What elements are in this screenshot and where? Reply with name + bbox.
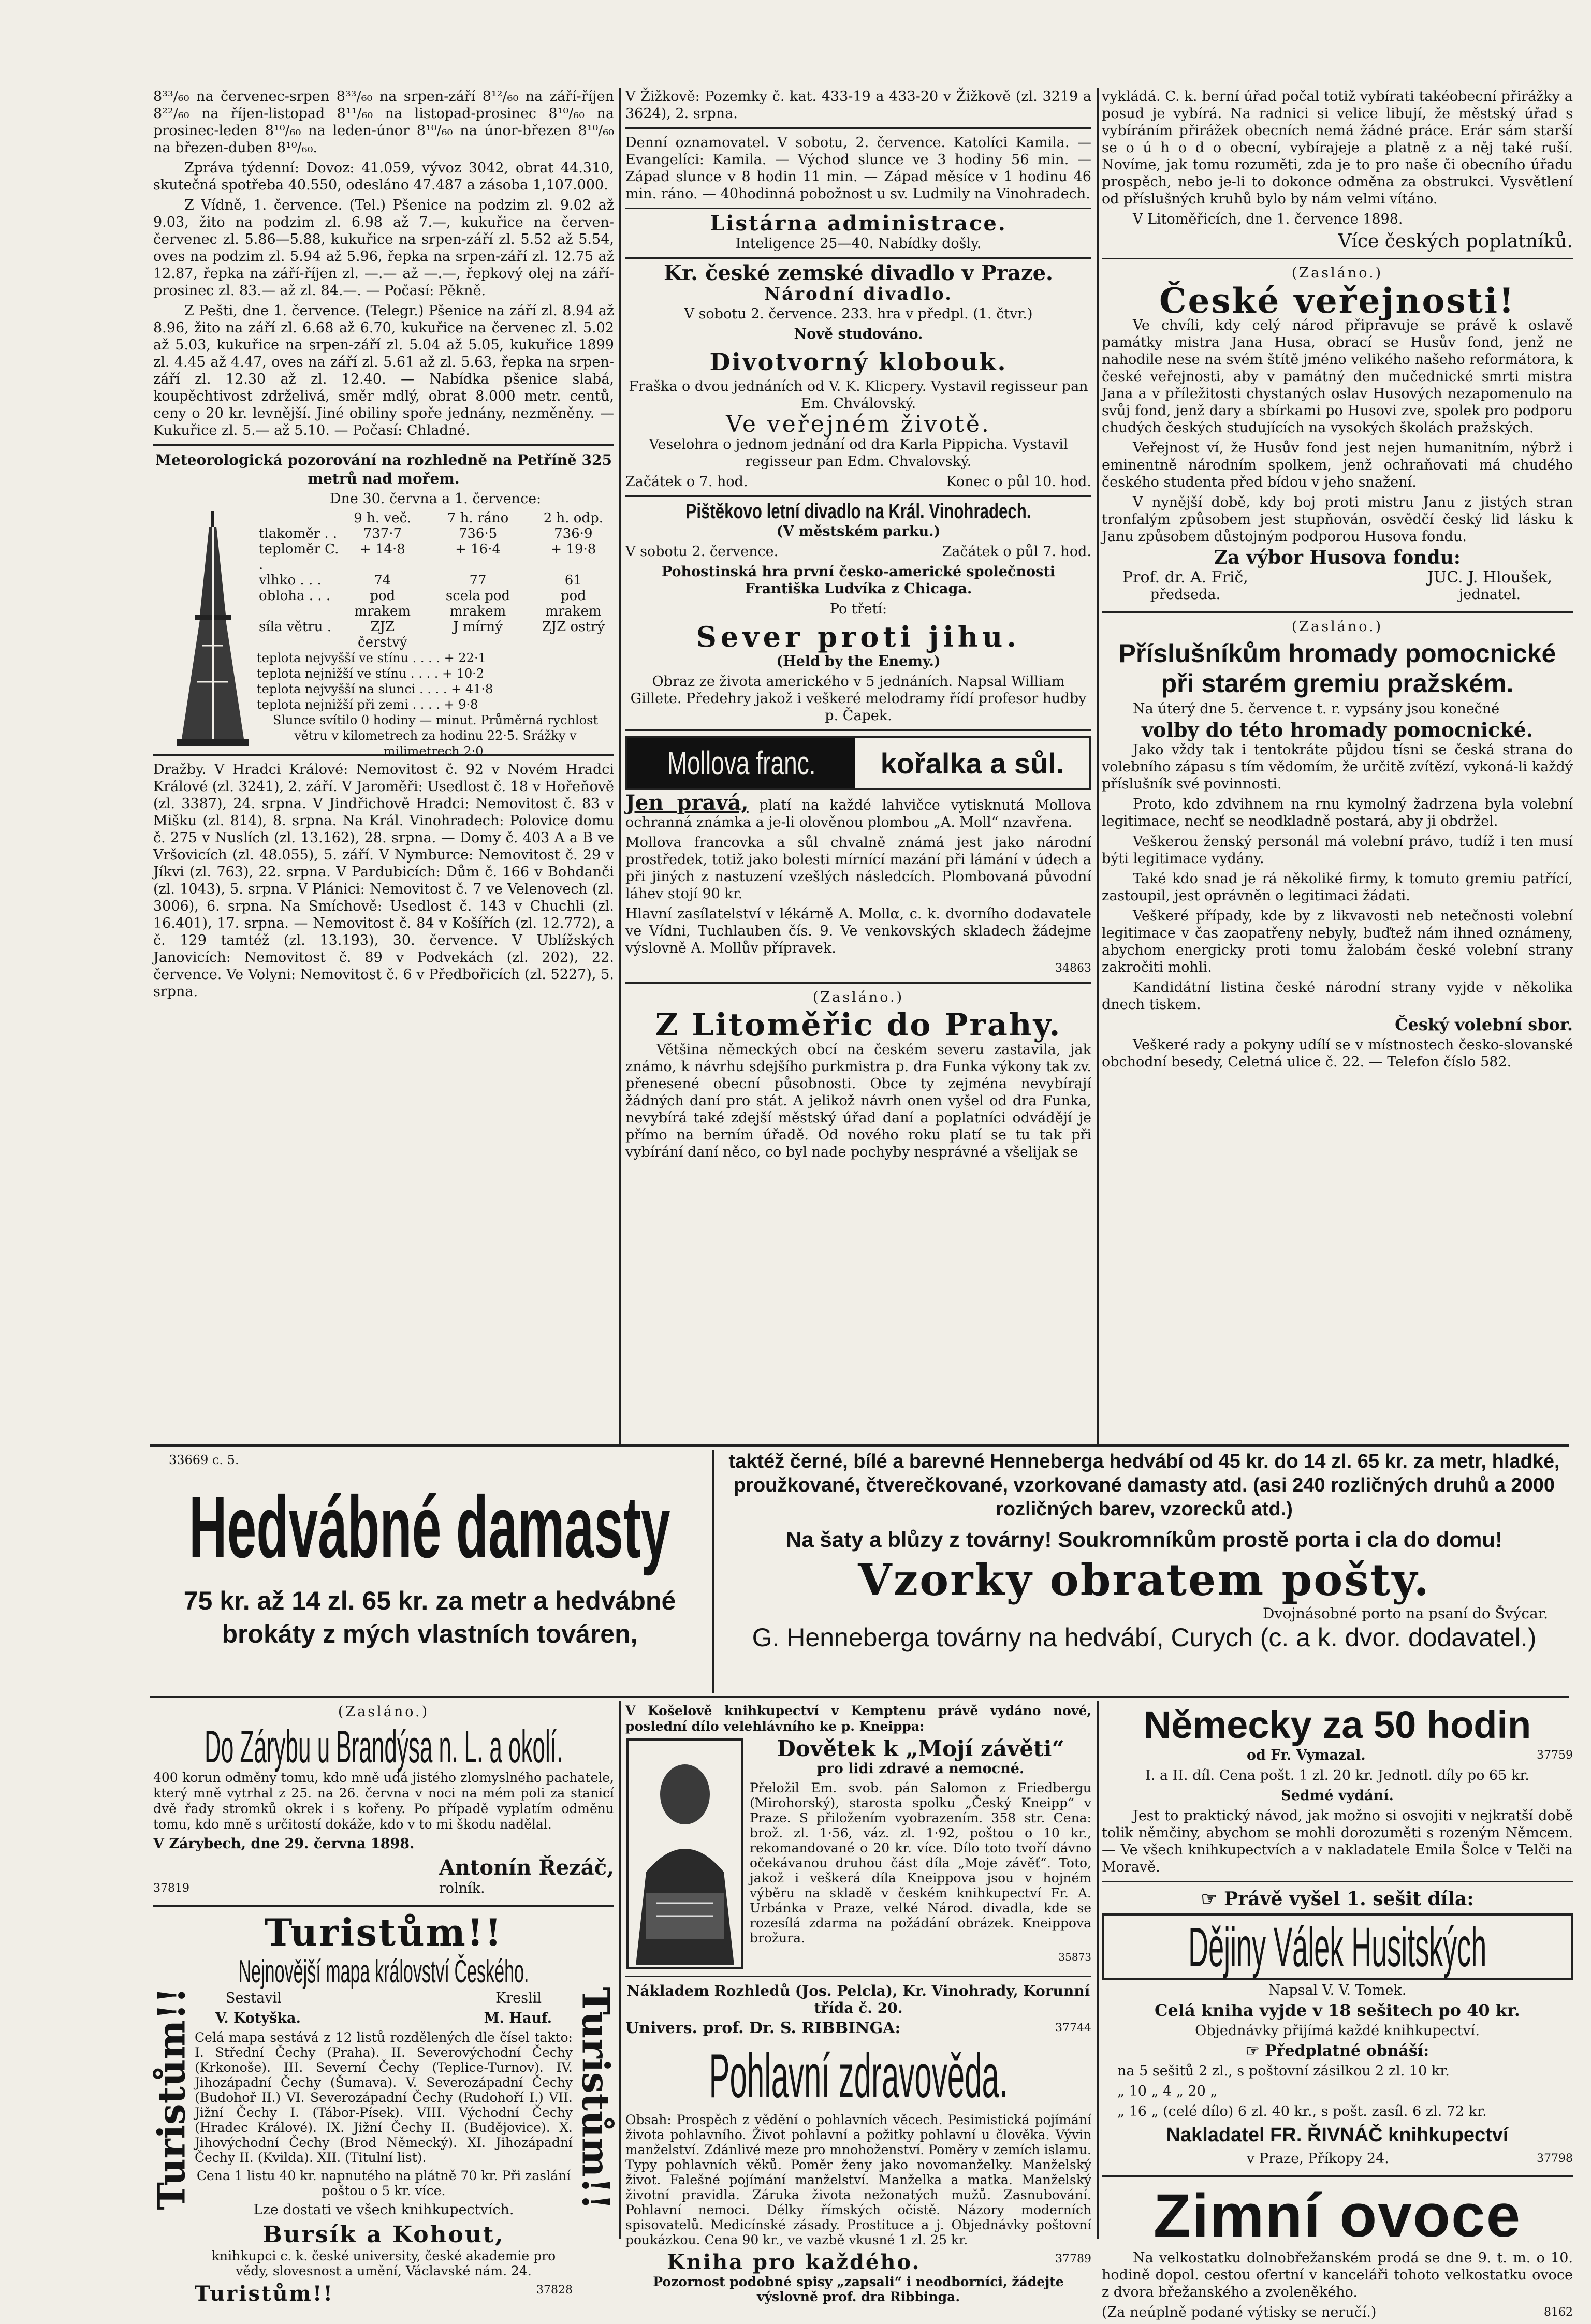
nemecky-desc2: Jest to praktický návod, jak možno si osvojiti v nejkratší době tolik němčiny, abychom se mohli dorozuměti s rozeným Němcem. — Ve všech knihkupectvích a v nakladatele Emila Šolce v Telči na Moravě.	[1102, 1808, 1573, 1875]
meteo-cell: obloha . . .	[259, 588, 331, 604]
moll-banner-light	[855, 738, 1089, 788]
meteo-cell: 61	[564, 573, 582, 588]
mapa-authors	[195, 2010, 573, 2027]
play-sever-sub: (Held by the Enemy.)	[776, 653, 941, 669]
play-sever: Sever proti jihu.	[696, 620, 1021, 653]
moll-code: 34863	[1055, 962, 1091, 975]
moll-ad	[625, 791, 1091, 831]
dovetek-title: Dovětek k „Mojí závěti“	[777, 1736, 1064, 1761]
banner-code: 33669 c. 5.	[169, 1453, 239, 1467]
newly-studied: Nově studováno.	[794, 326, 923, 342]
banner-price: 75 kr. až 14 zl. 65 kr. za metr a hedvábné brokáty z mých vlastních továren,	[183, 1586, 676, 1648]
litomerice-place: V Litoměřicích, dne 1. července 1898.	[1133, 211, 1403, 227]
hromada-text2: Proto, kdo zdvihnem na rnu kymolný žadrzena byla volební legitimace, nechť se neodkladně postará, aby ji obdržel.	[1102, 796, 1573, 829]
hedvabi-banner	[150, 1450, 1569, 1693]
dejiny-author: Napsal V. V. Tomek.	[1268, 1982, 1407, 1998]
signature-b-name: JUC. J. Hloušek,	[1427, 568, 1552, 587]
market-report-1: 8³³/₆₀ na červenec-srpen 8³³/₆₀ na srpen-září 8¹²/₆₀ na září-říjen 8²²/₆₀ na říjen-listopad 8¹¹/₆₀ na listopad-prosinec 8¹⁰/₆₀ na prosinec-leden 8¹⁰/₆₀ na leden-únor 8¹⁰/₆₀ na únor-březen 8¹⁰/₆₀ na březen-duben 8¹⁰/₆₀.	[153, 89, 614, 156]
mapa-kreslil: Kreslil	[495, 1990, 542, 2006]
divider	[625, 495, 1091, 497]
pohlavni-text: Obsah: Prospěch z vědění o pohlavních věcech. Pesimistická pojímání života pohlavního. Život pohlavní a požitky pohlavní u člověka. Vývin manželství. Zdánlivé meze pro mnohoženství. Poměry v zemích islamu. Typy pohlavních věků. Poměr ženy jako novomanželky. Manželský život. Falešné pojímání manželství. Manželka a matka. Manželský životní pravidla. Záruka života nežonatých mužů. Zasnubování. Pohlavní nemoci. Délky římských očistě. Názory moderních spisovatelů. Medicínské zásady. Prostituce a j. Objednávky poštovní poukázkou. Cena 90 kr., ve vazbě vkusné 1 zl. 25 kr.	[625, 2112, 1091, 2247]
hromada-text6: Kandidátní listina české národní strany vyjde v několika dnech tiskem.	[1102, 980, 1573, 1013]
banner-vzorky: Vzorky obratem pošty.	[858, 1554, 1431, 1605]
bursik-text: knihkupci c. k. české university, české akademie pro vědy, slovesnost a umění, Václavské nám. 24.	[211, 2248, 556, 2278]
zasl-label: (Zasláno.)	[1291, 265, 1383, 281]
zaryb-sign-row	[153, 1855, 614, 1900]
dejiny-price: na 5 sešitů 2 zl., s poštovní zásilkou 2 zl. 10 kr.	[1117, 2063, 1450, 2079]
nemecky-desc: I. a II. díl. Cena pošt. 1 zl. 20 kr. Jednotl. díly po 65 kr.	[1145, 1767, 1529, 1784]
hromada-date: Na úterý dne 5. července t. r. vypsány jsou konečné	[1133, 701, 1500, 717]
moll-banner	[625, 736, 1091, 790]
meteo-header-cell	[257, 510, 342, 526]
zaryb-code: 37819	[153, 1882, 189, 1895]
zaryb-title: Do Zárybu u Brandýsa n. L. a okolí.	[204, 1721, 563, 1772]
verejnost-text2: Veřejnost ví, že Husův fond jest nejen humanitním, nýbrž i eminentně národním spolkem, jenž ochraňovati má chudého českého studenta před bídou v jeho snažení.	[1102, 440, 1573, 490]
moll-text: platí na každé lahvičce vytisknutá Mollova ochranná známka a je-li olověnou plombou „A. Moll“ nzavřena.	[625, 797, 1091, 830]
meteo-cell: scela pod mrakem	[445, 588, 510, 619]
hromada-text4: Také kdo snad je rá několiké firmy, k tomuto gremiu patřící, zastoupil, jest oprávněn o legitimaci žádati.	[1102, 871, 1573, 904]
divider	[625, 127, 1091, 129]
ribbinga-row	[625, 2020, 1091, 2040]
ribbinga-code: 37744	[1055, 2022, 1091, 2035]
moll-lead: Jen pravá,	[625, 791, 749, 815]
nakladatel-row	[1102, 2150, 1573, 2170]
auction-zizkov: V Žižkově: Pozemky č. kat. 433-19 a 433-20 v Žižkově (zl. 3219 a 3624), 2. srpna.	[625, 89, 1091, 122]
mapa-sestavil: Sestavil	[226, 1990, 282, 2006]
play-zivot-desc: Veselohra o jednom jednání od dra Karla Pippicha. Vystavil regisseur pan Edm. Chvalovský.	[649, 436, 1068, 470]
divider	[625, 257, 1091, 259]
mapa-title: Nejnovější mapa království Českého.	[238, 1953, 529, 1990]
meteo-row	[257, 526, 614, 542]
side-left-wrap	[149, 1933, 194, 2264]
meteo-foot: Slunce svítilo 0 hodiny — minut. Průměrná rychlost větru v kilometrech za hodinu 22·5. Srážky v milimetrech 2·0.	[272, 713, 599, 758]
theatre-title: Kr. české zemské divadlo v Praze.	[664, 261, 1053, 285]
hand-pointer-icon: ☞	[1245, 2042, 1265, 2060]
meteo-extra: teplota nejvyšší na slunci . . . . + 41·8	[257, 682, 493, 696]
divider	[625, 729, 1091, 731]
play-times	[625, 473, 1091, 490]
meteo-cell: 736·5	[458, 526, 498, 542]
moll-banner-b: kořalka a sůl.	[880, 747, 1064, 780]
meteo-cell: J mírný	[453, 619, 503, 635]
meteo-table	[257, 510, 614, 650]
divider	[1102, 2175, 1573, 2177]
zasl-label: (Zasláno.)	[812, 989, 904, 1005]
hromada-text3: Veškerou ženský personál má volební právo, tudíž i ten musí býti legitimace vydány.	[1102, 834, 1573, 867]
nakladatel-addr: v Praze, Příkopy 24.	[1247, 2151, 1389, 2167]
dovetek-ad	[625, 1737, 1091, 1970]
mapa-title-wrap	[195, 1953, 573, 1990]
meteo-cell: 74	[374, 573, 391, 588]
zaryb-sign: Antonín Řezáč,	[439, 1855, 614, 1880]
lower-column-2	[625, 1703, 1091, 2304]
verejnost-text: Ve chvíli, kdy celý národ připravuje se právě k oslavě památky mistra Jana Husa, obrací se Husův fond, jenž ne nahodile nese na svém štítě jméno velikého našeho reformátora, k české veřejnosti, aby v památný den mučednické smrti mistra Jana a v příležitosti chystaných oslav Husových nezapomenulo na svůj fond, jenž dary a sbírkami po Husovi zve, spolek pro podporu chudých českých studujících na vysokých školách pražských.	[1102, 317, 1573, 436]
banner-top-rule	[150, 1444, 1569, 1447]
verejnost-text3: V nynější době, kdy boj proti mistru Janu z jistých stran tronfalým způsobem jest stupňován, osvědčí český lid lásku k Janu způsobem důstojným podporou Husova fondu.	[1102, 494, 1573, 545]
divider	[1102, 1881, 1573, 1882]
banner-right-2: Na šaty a blůzy z továrny! Soukromníkům prostě porta i cla do domu!	[786, 1527, 1502, 1552]
meteo-cell: tlakoměr . .	[259, 526, 338, 542]
pistek-date: V sobotu 2. července.	[625, 544, 779, 560]
signatures	[1102, 569, 1573, 606]
meteo-title: Meteorologická pozorování na rozhledně na Petříně 325 metrů nad mořem.	[155, 451, 612, 487]
litomerice-title: Z Litoměřic do Prahy.	[655, 1007, 1062, 1043]
pistek-time: Začátek o půl 7. hod.	[942, 544, 1091, 560]
column-rule	[619, 1701, 621, 2239]
pistek-troupe: Pohostinská hra první česko-americké společnosti Františka Ludvíka z Chicaga.	[661, 564, 1056, 597]
pistek-title-text: Pištěkovo letní divadlo na Král. Vinohradech.	[685, 500, 1031, 523]
zaryb-place: V Zárybech, dne 29. června 1898.	[153, 1836, 415, 1852]
column-rule	[1097, 88, 1099, 1444]
moll-banner-dark	[627, 738, 855, 788]
kosel-notice: V Košelově knihkupectví v Kemptenu právě vydáno nové, poslední dílo velehlávního ke p. Kneippa:	[625, 1703, 1091, 1734]
kniha-title: Kniha pro každého.	[667, 2250, 921, 2274]
moll-banner-a: Mollova franc.	[667, 744, 816, 782]
mapa-kreslil-name: M. Hauf.	[484, 2010, 552, 2026]
turistum-title: Turistům!!	[264, 1910, 503, 1954]
prave-vysel	[1102, 1888, 1573, 1910]
lower-column-3	[1102, 1703, 1573, 2320]
hromada-foot: Veškeré rady a pokyny udílí se v místnostech česko-slovanské obchodní besedy, Celetná ulice č. 22. — Telefon číslo 582.	[1102, 1037, 1573, 1070]
hromada-text5: Veškeré případy, kde by z likvavosti neb netečnosti volební legitimace v čas zaopatřeny nebyly, buďtež nám ihned oznámeny, abychom energicky proti tomu žalobám české volební strany zakročiti mohli.	[1102, 908, 1573, 975]
mapa-price: Cena 1 listu 40 kr. napnutého na plátně 70 kr. Při zaslání poštou o 5 kr. více.	[196, 2168, 571, 2198]
meteo-header-cell: 9 h. več.	[354, 510, 412, 526]
zasl-label: (Zasláno.)	[1291, 619, 1383, 635]
meteo-cell: teploměr C. .	[259, 542, 339, 573]
predplatne-text: Předplatné obnáší:	[1265, 2042, 1429, 2060]
zimni-text: Na velkostatku dolnobřežanském prodá se dne 9. t. m. o 10. hodině dopol. cestou ofertní v kanceláři tohoto velkostatku ovoce z dvora břežanského a zvoleněkého.	[1102, 2250, 1573, 2300]
daily-notice: Denní oznamovatel. V sobotu, 2. července. Katolíci Kamila. — Evangelíci: Kamila. — Východ slunce ve 3 hodiny 56 min. — Západ slunce v 8 hodin 11 min. — Západ měsíce v 1 hodinu 46 min. ráno. — 40hodinná pobožnost u sv. Ludmily na Vinohradech.	[625, 135, 1091, 202]
dovetek-text: Přeložil Em. svob. pán Salomon z Friedbergu (Mirohorský), starosta spolku „Český Kneipp“ v Praze. S přiložením vyobrazením. 358 str. Cena: brož. zl. 1·56, váz. zl. 1·92, poštou o 10 kr., rekomandované o 20 kr. více. Dílo toto tvoří dávno očekávanou druhou část díla „Moje závěť“. Toto, jakož i veškerá díla Kneippova jsou v hojném výběru na skladě v českém knihkupectví Fr. A. Urbánka v Praze, velké Národ. divadla, kde se rozesílá zdarma na požádání obrázek. Kneippova brožura.	[750, 1780, 1091, 1946]
kneipp-portrait-icon	[625, 1737, 745, 1970]
banner-title-wrap	[150, 1470, 709, 1584]
turistum-code: 37828	[536, 2284, 573, 2297]
signature-b	[1427, 569, 1552, 603]
litomerice-continued: vykládá. C. k. berní úřad počal totiž vybírati takéobecní přirážky a posud je vybírá. Na radnici si velice libují, že městský úřad s vybíráním přirážek obecních nemá žádné práce. Erár sám starší se o ú h o d o obecní, vybírajeje a platně z a něj také ruší. Novíme, jak tomu rozuměti, zda je to pro naše či obecního úřadu prospěch, nebo je-li to dokonce odměna za obstrukci. Vysvětlení od příslušných kruhů bylo by nám velmi vítáno.	[1102, 89, 1573, 207]
kniha-code: 37789	[1055, 2253, 1091, 2265]
meteo-cell: + 16·4	[455, 542, 501, 557]
dejiny-cela: Celá kniha vyjde v 18 sešitech po 40 kr.	[1155, 2000, 1520, 2020]
nemecky-author-row	[1102, 1747, 1573, 1767]
meteo-header-row	[257, 510, 614, 526]
meteo-cell: ZJZ ostrý	[542, 619, 605, 635]
hromada-title: Příslušníkům hromady pomocnické při starém gremiu pražském.	[1118, 639, 1556, 698]
meteo-extra: teplota nejvyšší ve stínu . . . . + 22·1	[257, 651, 486, 665]
moll-text2: Mollova francovka a sůl chvalně známá jest jako národní prostředek, totiž jako bolesti mírnící mazání při lámání v údech a při jiných z nastuzení vzešlých následcích. Plombovaná původní láhev stojí 90 kr.	[625, 835, 1091, 902]
kniha-text: Pozornost podobné spisy „zapsali“ i neodborníci, žádejte výslovně prof. dra Ribbinga.	[653, 2274, 1064, 2304]
nemecky-code: 37759	[1537, 1749, 1573, 1762]
zaryb-title-wrap	[153, 1723, 614, 1770]
verejnost-title: České veřejnosti!	[1159, 281, 1516, 321]
meteo-cell: vlhko . . .	[259, 573, 322, 588]
market-report-weekly: Zpráva týdenní: Dovoz: 41.059, vývoz 3042, obrat 44.310, skutečná spotřeba 40.550, odesláno 47.487 a zásoba 1,107.000.	[153, 160, 614, 193]
meteo-header-cell: 7 h. ráno	[447, 510, 509, 526]
national-theatre: Národní divadlo.	[764, 284, 953, 304]
side-right: Turistům!!	[574, 1986, 618, 2210]
banner-title: Hedvábné damasty	[189, 1478, 670, 1576]
meteo-cell: ZJZ čerstvý	[358, 619, 407, 650]
column-rule	[1097, 1701, 1099, 2239]
divider	[625, 1976, 1091, 1977]
signature-a	[1122, 569, 1248, 603]
meteo-block	[153, 490, 614, 758]
dejiny-price: „ 16 „ (celé dílo) 6 zl. 40 kr., s pošt. zasíl. 6 zl. 72 kr.	[1117, 2103, 1487, 2120]
meteo-date: Dne 30. června a 1. července:	[329, 491, 542, 507]
lower-column-1	[149, 1703, 618, 2306]
auction-notices: Dražby. V Hradci Králové: Nemovitost č. 92 v Novém Hradci Králové (zl. 3241), 2. září. V Jaroměři: Usedlost č. 18 v Hořeňově (zl. 3387), 24. srpna. V Jindřichově Hradci: Nemovitost č. 83 v Mišku (zl. 814), 8. srpna. Na Král. Vinohradech: Polovice domu č. 275 v Nuslích (zl. 13.162), 28. srpna. — Domy č. 403 A a B ve Vršovicích (zl. 48.055), 5. září. V Nymburce: Nemovitost č. 29 v Jíkvi (zl. 763), 22. srpna. V Pardubicích: Dům č. 166 v Bohdanči (zl. 1043), 5. srpna. V Plánici: Nemovitost č. 7 ve Velenovech (zl. 3006), 6. srpna. Na Smíchově: Usedlost č. 143 v Chuchli (zl. 16.401), 17. srpna. — Nemovitost č. 84 v Košířích (zl. 12.772), a č. 129 tamtéž (zl. 13.193), 30. července. V Ublížských Janovicích: Nemovitost č. 89 v Podvekách (zl. 202), 22. července. Ve Volyni: Nemovitost č. 6 v Předbořicích (zl. 5227), 5. srpna.	[153, 762, 614, 1000]
zimni-title: Zimní ovoce	[1153, 2182, 1522, 2250]
pohlavni-title: Pohlavní zdravověda.	[709, 2041, 1008, 2111]
zaryb-text: 400 korun odměny tomu, kdo mně udá jistého zlomyslného pachatele, který mně vytrhal z 25. na 26. června v noci na mém poli za stanicí dvě řady stromků okrek i s kořeny. Po případě vyplatím odměnu tomu, kdo mně s určitostí dokáže, kdo v to mi škodu nadělal.	[153, 1770, 614, 1832]
turistum-foot-row	[195, 2282, 573, 2306]
meteo-row	[257, 588, 614, 619]
side-right-wrap	[574, 1933, 618, 2264]
mapa-authors-label	[195, 1990, 573, 2007]
nemecky-title: Německy za 50 hodin	[1143, 1703, 1531, 1746]
pistek-date-row	[625, 543, 1091, 560]
divider	[153, 444, 614, 446]
start-time: Začátek o 7. hod.	[625, 474, 748, 490]
hromada-heading: volby do této hromady pomocnické.	[1142, 718, 1533, 741]
meteo-cell: síla větru .	[259, 619, 331, 635]
divider	[625, 208, 1091, 209]
divider	[1102, 611, 1573, 613]
kniha-row	[625, 2250, 1091, 2274]
litomerice-sign: Více českých poplatníků.	[1338, 231, 1573, 252]
mapa-order: Lze dostati ve všech knihkupectvích.	[253, 2202, 514, 2218]
market-report-pest: Z Pešti, dne 1. července. (Telegr.) Pšenice na září zl. 8.94 až 8.96, žito na září zl. 6.68 až 6.70, kukuřice na červenec zl. 5.02 až 5.03, kukuřice na srpen-září zl. 5.04 až 5.05, kukuřice 1899 zl. 4.45 až 4.47, oves na září zl. 5.61 až zl. 5.63, řepka na srpen-září zl. 12.30 až zl. 12.40. — Nabídka pšenice slabá, koupěchtivost zdrželivá, směr mdlý, obrat 8.000 metr. centů, ceny o 20 kr. levnější. Jiné obiliny spoře jednány, nezměněny. — Kukuřice zl. 5.— až 5.10. — Počasí: Chladné.	[153, 303, 614, 439]
signature-a-name: Prof. dr. A. Frič,	[1122, 568, 1248, 587]
zimni-foot: (Za neúplně podané výtisky se neručí.)	[1102, 2304, 1377, 2320]
meteo-cell: pod mrakem	[354, 588, 411, 619]
meteo-extra: teplota nejnižší při zemi . . . . + 9·8	[257, 697, 478, 712]
vybor-heading: Za výbor Husova fondu:	[1214, 547, 1461, 568]
meteo-header-cell: 2 h. odp.	[543, 510, 603, 526]
prave-vysel-text: Právě vyšel 1. sešit díla:	[1224, 1888, 1474, 1910]
banner-right-1: taktéž černé, bílé a barevné Henneberga hedvábí od 45 kr. do 14 zl. 65 kr. za metr, hladké, proužkované, čtverečkované, vzorkované damasty atd. (asi 240 rozličných druhů a 2000 rozličných barev, vzorecků atd.)	[728, 1451, 1560, 1520]
divider	[625, 982, 1091, 984]
market-report-vienna: Z Vídně, 1. července. (Tel.) Pšenice na podzim zl. 9.02 až 9.03, žito na podzim zl. 6.98 až 7.—, kukuřice na červen-červenec zl. 5.86—5.88, kukuřice na srpen-září zl. 5.52 až 5.54, oves na podzim zl. 5.94 až 5.96, řepka na srpen-září zl. 12.75 až 12.87, řepka na září-říjen zl. —.— až —.—, řepkový olej na září-prosinec zl. 83.— až zl. 84.—. — Počasí: Pěkně.	[153, 197, 614, 299]
moll-text3: Hlavní zasílatelství v lékárně A. Mollα, c. k. dvorního dodavatele ve Vídni, Tuchlauben čís. 9. Ve venkovských skladech žádejme výslovně A. Mollův přípravek.	[625, 906, 1091, 956]
dovetek-code: 35873	[1058, 1951, 1091, 1963]
banner-bottom-rule	[150, 1696, 1569, 1698]
column-2	[625, 88, 1091, 1439]
dejiny-box	[1102, 1913, 1573, 1980]
meteo-cell: 77	[469, 573, 487, 588]
play-zivot: Ve veřejném životě.	[726, 411, 991, 437]
dovetek-sub: pro lidi zdravé a nemocné.	[816, 1761, 1025, 1777]
nakladatel-code: 37798	[1537, 2152, 1573, 2165]
meteo-cell: + 19·8	[550, 542, 596, 557]
banner-firm: G. Henneberga továrny na hedvábí, Curych (c. a k. dvor. dodavatel.)	[752, 1623, 1537, 1652]
turistum-ad	[149, 1910, 618, 2306]
dejiny-orders: Objednávky přijímá každé knihkupectví.	[1195, 2023, 1480, 2039]
divider	[153, 1905, 614, 1907]
rozhledy: Nákladem Rozhledů (Jos. Pelcla), Kr. Vinohrady, Korunní třída č. 20.	[626, 1982, 1090, 2016]
ribbinga-author: Univers. prof. Dr. S. RIBBINGA:	[625, 2019, 901, 2037]
play-sever-desc: Obraz ze života amerického v 5 jednáních. Napsal William Gillete. Předehry jakož i veškeré melodramy řídí profesor hudby p. Čapek.	[630, 674, 1087, 724]
petrin-tower-icon	[174, 511, 252, 749]
pistek-title	[625, 502, 1091, 521]
meteo-row	[257, 542, 614, 573]
meteo-row	[257, 573, 614, 588]
pistek-third: Po třetí:	[829, 601, 887, 617]
zimni-code: 8162	[1544, 2306, 1573, 2319]
zasl-label: (Zasláno.)	[338, 1704, 430, 1720]
meteo-cell: 736·9	[554, 526, 593, 542]
mapa-sestavil-name: V. Kotyška.	[215, 2010, 301, 2026]
zaryb-role: rolník.	[439, 1880, 485, 1896]
play-klobouk: Divotvorný klobouk.	[709, 348, 1008, 376]
banner-left	[150, 1450, 709, 1693]
national-date: V sobotu 2. července. 233. hra v předpl. (1. čtvr.)	[684, 306, 1033, 322]
nemecky-edition: Sedmé vydání.	[1281, 1788, 1394, 1804]
meteo-cell: 737·7	[363, 526, 402, 542]
turistum-foot: Turistům!!	[195, 2282, 334, 2306]
nemecky-author: od Fr. Vymazal.	[1247, 1747, 1366, 1763]
listarna-text: Inteligence 25—40. Nabídky došly.	[735, 236, 982, 252]
hromada-text: Jako vždy tak i tentokráte půjdou tísni se česká strana do volebního zápasu s tím vědomím, že určitě zvítězí, vykoná-li každý příslušník své povinnosti.	[1102, 742, 1573, 792]
hand-pointer-icon: ☞	[1201, 1888, 1224, 1910]
bursik-title: Bursík a Kohout,	[262, 2221, 505, 2248]
meteo-row	[257, 619, 614, 650]
meteo-cell: + 14·8	[359, 542, 405, 557]
pistek-sub: (V městském parku.)	[776, 523, 941, 539]
banner-postage: Dvojnásobné porto na psaní do Švýcar.	[1263, 1605, 1548, 1622]
nakladatel: Nakladatel FR. ŘIVNÁČ knihkupectví	[1166, 2124, 1509, 2146]
listarna-title: Listárna administrace.	[710, 211, 1007, 236]
divider	[1102, 258, 1573, 259]
litomerice-text: Většina německých obcí na českém severu zastavila, jak známo, k návrhu sdejšího purkmistra p. dra Funka výkony tak zv. přenesené obecní působnosti. Obce ty zejména nevybírají žádných daní pro stát. A jelikož návrh onen vyšel od dra Funka, nevybírá také zdejší městský úřad daní a poplatníci odvádějí je přímo na berním úřadě. Od nového roku platí se tu tak při vybírání daní něco, co byl nade pochyby nesprávné a všelijak se	[625, 1042, 1091, 1160]
column-3	[1102, 88, 1573, 1439]
signature-a-role: předseda.	[1150, 587, 1221, 603]
side-left: Turistům!!	[149, 1986, 194, 2210]
mapa-text: Celá mapa sestává z 12 listů rozdělených dle čísel takto: I. Střední Čechy (Praha). II. Severovýchodní Čechy (Krkonoše). III. Severní Čechy (Teplice-Turnov). IV. Jihozápadní Čechy (Šumava). V. Severozápadní Čechy (Budohoř II.) VI. Severozápadní Čechy (Rudohoří I.) VII. Jižní Čechy I. (Tábor-Písek). VIII. Východní Čechy (Hradec Králové). IX. Jižní Čechy II. (Budějovice). X. Jihovýchodní Čechy (Brod Německý). XI. Jihozápadní Čechy II. (Kvilda). XII. (Titulní list).	[195, 2030, 573, 2165]
dejiny-predplatne	[1102, 2042, 1573, 2059]
banner-rule	[712, 1450, 714, 1693]
meteo-cell: pod mrakem	[545, 588, 602, 619]
end-time: Konec o půl 10. hod.	[946, 474, 1091, 490]
meteo-extra: teplota nejnižší ve stínu . . . . + 10·2	[257, 666, 485, 681]
hromada-sign: Český volební sbor.	[1395, 1015, 1573, 1034]
banner-right	[720, 1450, 1569, 1693]
dejiny-title: Dějiny Válek Husitských	[1188, 1915, 1487, 1978]
play-klobouk-desc: Fraška o dvou jednáních od V. K. Klicpery. Vystavil regisseur pan Em. Chválovský.	[629, 378, 1088, 412]
dejiny-price: „ 10 „ 4 „ 20 „	[1117, 2083, 1218, 2099]
signature-b-role: jednatel.	[1458, 587, 1521, 603]
column-1	[153, 88, 614, 1439]
column-rule	[619, 88, 621, 1444]
zimni-foot-row	[1102, 2304, 1573, 2324]
pohlavni-title-wrap	[625, 2040, 1091, 2112]
